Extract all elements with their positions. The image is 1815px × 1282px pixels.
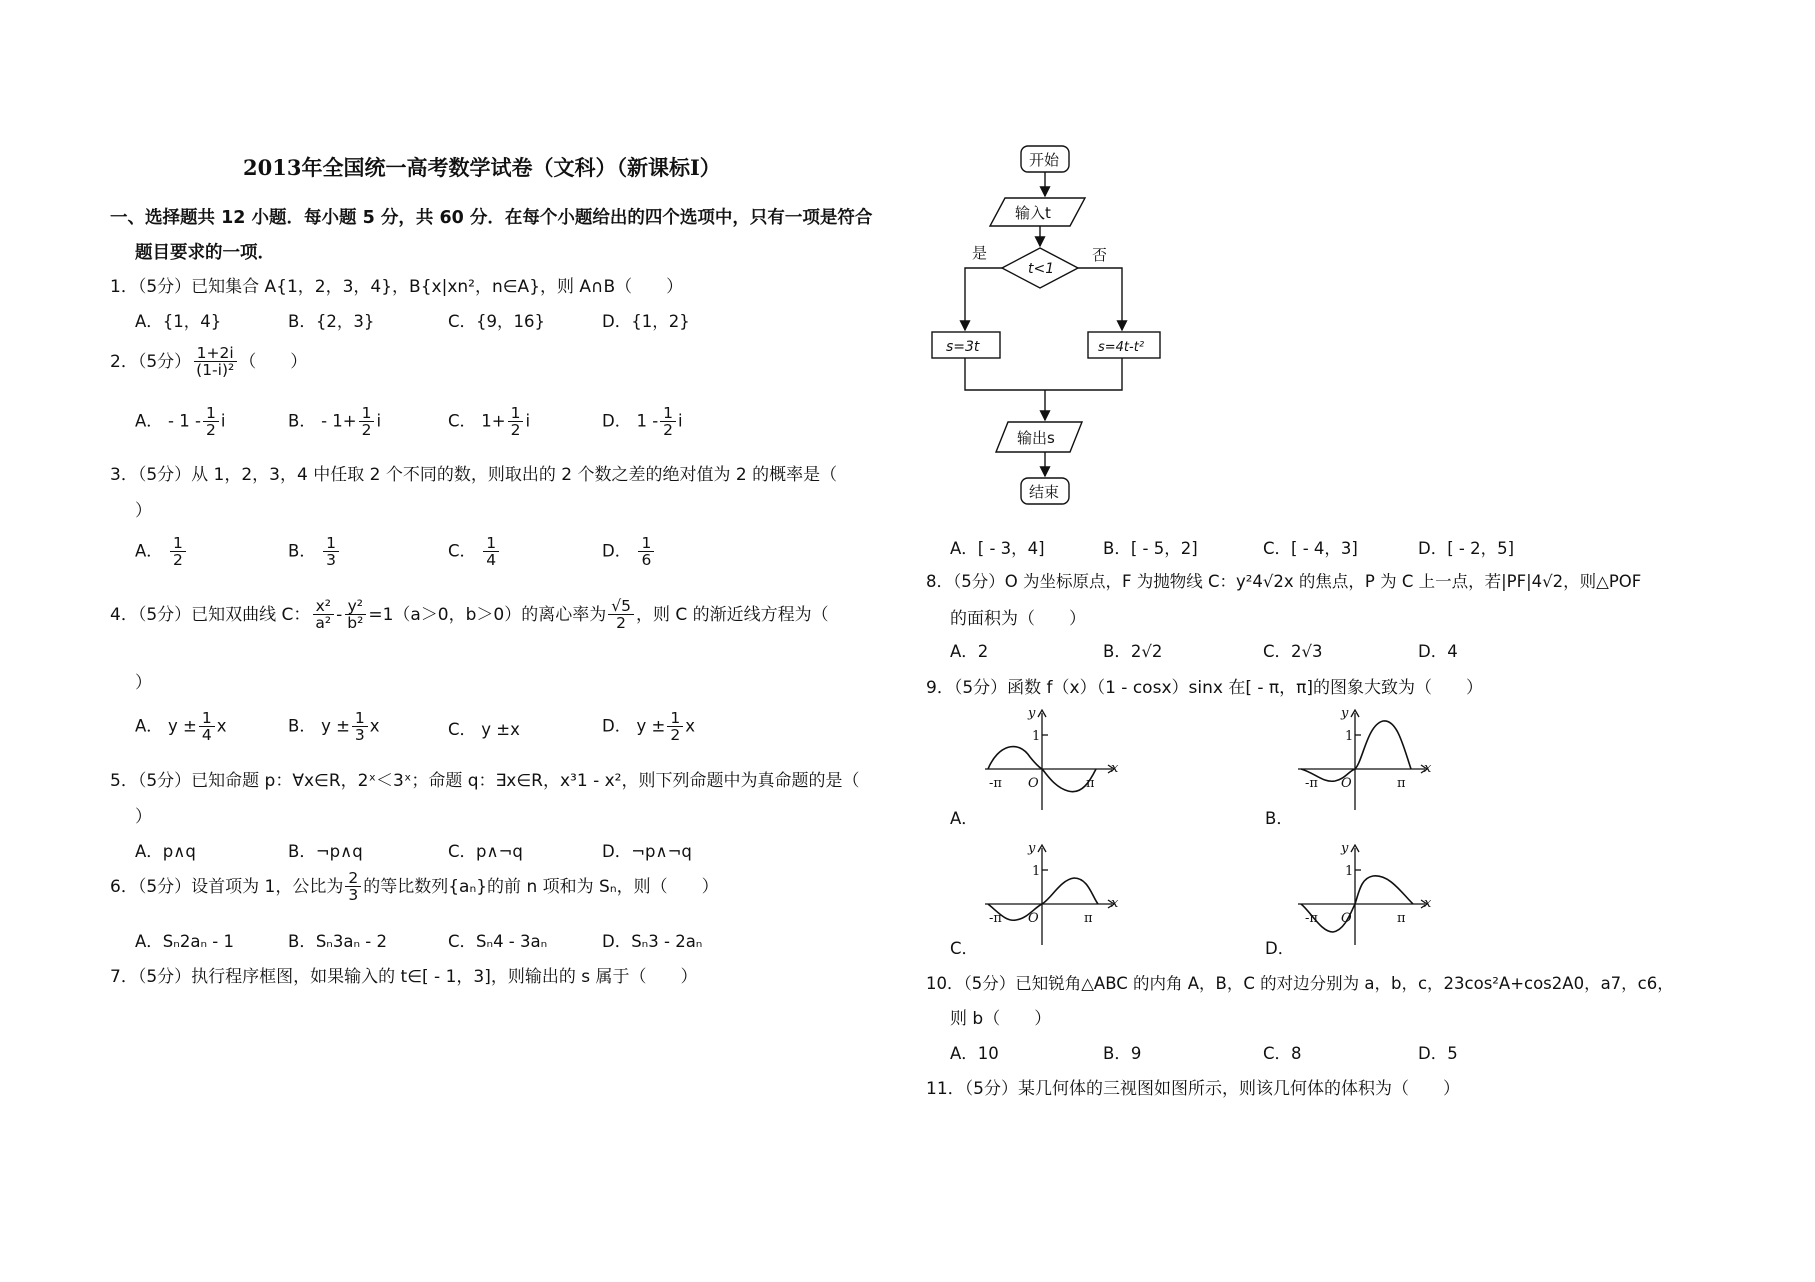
q9-b-one-label: 1 [1345, 729, 1354, 744]
q3-option-d-num: 1 [638, 535, 654, 552]
q2-option-c-post: i [525, 411, 531, 431]
question-5-stem-line1: 5．（5分）已知命题 p：∀x∈R，2ˣ＜3ˣ；命题 q：∃x∈R，x³1 - x²，则下列命题中为真命题的是（ [110, 771, 860, 791]
q4-ecc-num: √5 [608, 598, 634, 615]
q4-option-a-den: 4 [201, 726, 212, 745]
q4-option-a-label: A． [135, 716, 163, 736]
q9-option-a[interactable]: A． [950, 809, 978, 828]
q2-option-b-num: 1 [359, 405, 375, 422]
q6-prefix: 6．（5分）设首项为 1，公比为 [110, 876, 344, 897]
q6-option-a[interactable]: A．Sₙ2aₙ - 1 [135, 932, 234, 951]
q1-option-c[interactable]: C．{9，16} [448, 312, 546, 331]
q3-option-d-den: 6 [641, 551, 652, 570]
q4-prefix: 4．（5分）已知双曲线 C： [110, 604, 311, 625]
q4-option-b-label: B． [288, 716, 316, 736]
q2-option-d[interactable] [602, 405, 683, 439]
question-10-stem-line1: 10．（5分）已知锐角△ABC 的内角 A，B，C 的对边分别为 a，b，c，23cos²A+cos2A0，a7，c6， [926, 974, 1674, 993]
q4-minus: - [336, 604, 343, 625]
q4-option-b-post: x [369, 716, 380, 736]
q9-b-x-label: x [1424, 761, 1432, 776]
q2-option-a-post: i [220, 411, 226, 431]
q6-ratio-den: 3 [348, 886, 359, 905]
q7-option-a[interactable]: A．[ - 3，4] [950, 539, 1045, 558]
flow-right-label: s=4t-t² [1098, 340, 1145, 355]
q9-a-x-label: x [1111, 761, 1119, 776]
section-header-line2: 题目要求的一项． [135, 243, 275, 263]
q4-option-d[interactable] [602, 710, 695, 744]
flow-no-label: 否 [1092, 246, 1108, 264]
q9-d-pi-label: π [1397, 911, 1406, 926]
question-8-stem-line2: 的面积为（ ） [950, 609, 1086, 629]
q2-option-b-post: i [376, 411, 382, 431]
question-3-stem-line1: 3．（5分）从 1，2，3，4 中任取 2 个不同的数，则取出的 2 个数之差的绝对值为 2 的概率是（ [110, 465, 838, 485]
q10-option-a[interactable]: A．10 [950, 1044, 999, 1063]
q2-numerator: 1+2i [194, 345, 237, 362]
q6-suffix: 的等比数列{aₙ}的前 n 项和为 Sₙ，则（ ） [363, 876, 719, 897]
q9-c-origin-label: O [1028, 911, 1039, 926]
q4-option-d-num: 1 [667, 710, 683, 727]
q4-option-d-den: 2 [670, 726, 681, 745]
q3-option-b[interactable] [288, 535, 341, 569]
q8-option-a[interactable]: A．2 [950, 642, 989, 661]
q2-option-b-pre: - 1+ [321, 411, 357, 431]
question-9-stem: 9．（5分）函数 f（x）（1 - cosx）sinx 在[ - π，π]的图象大致为（ ） [926, 678, 1483, 698]
q3-option-b-num: 1 [323, 535, 339, 552]
q3-option-d-label: D． [602, 541, 632, 561]
flow-left-label: s=3t [946, 339, 980, 355]
q3-option-a-num: 1 [170, 535, 186, 552]
q4-option-b-num: 1 [352, 710, 368, 727]
q9-d-negpi-label: -π [1305, 911, 1318, 926]
flow-input-label: 输入t [1015, 204, 1051, 222]
q10-option-b[interactable]: B．9 [1103, 1044, 1142, 1063]
q3-option-c-den: 4 [486, 551, 497, 570]
flow-output-label: 输出s [1017, 429, 1055, 447]
q9-graph-b [1293, 705, 1433, 817]
q9-b-y-label: y [1341, 706, 1349, 721]
flow-start-label: 开始 [1029, 151, 1060, 169]
q9-b-pi-label: π [1397, 776, 1406, 791]
q2-option-b[interactable] [288, 405, 381, 439]
question-10-stem-line2: 则 b（ ） [950, 1009, 1052, 1029]
q8-option-d[interactable]: D．4 [1418, 642, 1458, 661]
q4-option-b-den: 3 [354, 726, 365, 745]
q3-option-c[interactable] [448, 535, 501, 569]
q1-option-b[interactable]: B．{2，3} [288, 312, 375, 331]
q3-option-a[interactable] [135, 535, 188, 569]
q2-option-c-den: 2 [510, 421, 521, 440]
q9-d-x-label: x [1424, 896, 1432, 911]
q3-option-b-label: B． [288, 541, 316, 561]
q9-d-y-label: y [1341, 841, 1349, 856]
question-11-stem: 11．（5分）某几何体的三视图如图所示，则该几何体的体积为（ ） [926, 1079, 1460, 1099]
flow-end-label: 结束 [1029, 483, 1060, 501]
q4-y-squared: y² [345, 598, 366, 615]
q4-option-c[interactable] [448, 716, 520, 740]
q2-option-d-pre: 1 - [636, 411, 659, 431]
q9-a-negpi-label: -π [989, 776, 1002, 791]
q2-prefix: 2．（5分） [110, 351, 192, 372]
q3-option-c-label: C． [448, 541, 477, 561]
q10-option-d[interactable]: D．5 [1418, 1044, 1458, 1063]
q3-option-d[interactable] [602, 535, 656, 569]
q8-option-b[interactable]: B．2√2 [1103, 642, 1163, 661]
q4-b-squared: b² [347, 614, 364, 633]
q4-option-a-post: x [216, 716, 227, 736]
q4-option-b-pre: y ± [321, 716, 350, 736]
q8-option-c[interactable]: C．2√3 [1263, 642, 1323, 661]
q9-c-pi-label: π [1084, 911, 1093, 926]
q9-a-y-label: y [1028, 706, 1036, 721]
q4-a-squared: a² [315, 614, 332, 633]
question-5-stem-line2: ） [135, 807, 152, 827]
q2-option-a[interactable] [135, 405, 225, 439]
question-6-stem [110, 870, 719, 904]
q2-option-d-post: i [678, 411, 683, 431]
q2-option-c-pre: 1+ [481, 411, 506, 431]
q2-option-c[interactable] [448, 405, 530, 439]
q1-option-d[interactable]: D．{1，2} [602, 312, 690, 331]
q9-option-b[interactable]: B． [1265, 809, 1293, 828]
q4-option-d-post: x [685, 716, 695, 736]
q4-option-c-label: C． [448, 720, 477, 739]
q9-graph-d [1293, 840, 1433, 952]
q5-option-a[interactable]: A．p∧q [135, 842, 196, 861]
q9-a-origin-label: O [1028, 776, 1039, 791]
q4-option-d-pre: y ± [636, 716, 666, 736]
question-3-stem-line2: ） [135, 501, 152, 521]
q4-ecc-den: 2 [616, 614, 627, 633]
q2-option-b-den: 2 [361, 421, 372, 440]
q2-denominator: (1-i)² [196, 361, 235, 380]
q7-option-d[interactable]: D．[ - 2，5] [1418, 539, 1515, 558]
question-1-stem: 1．（5分）已知集合 A{1，2，3，4}，B{x|xn²，n∈A}，则 A∩B（ ） [110, 277, 684, 297]
q4-x-squared: x² [313, 598, 334, 615]
q2-option-a-den: 2 [205, 421, 216, 440]
q9-a-one-label: 1 [1032, 729, 1041, 744]
question-2-stem [110, 345, 307, 379]
q2-option-a-num: 1 [203, 405, 219, 422]
q6-option-c[interactable]: C．Sₙ4 - 3aₙ [448, 932, 548, 951]
flow-yes-label: 是 [972, 244, 988, 262]
q4-option-b[interactable] [288, 710, 380, 744]
q6-option-d[interactable]: D．Sₙ3 - 2aₙ [602, 932, 703, 951]
q9-graph-a [980, 705, 1120, 817]
q9-c-negpi-label: -π [989, 911, 1002, 926]
q9-option-c[interactable]: C． [950, 939, 979, 958]
q9-d-one-label: 1 [1345, 864, 1354, 879]
question-7-stem: 7．（5分）执行程序框图，如果输入的 t∈[ - 1，3]，则输出的 s 属于（ ） [110, 967, 698, 987]
q2-option-c-num: 1 [508, 405, 524, 422]
q9-d-origin-label: O [1341, 911, 1352, 926]
q2-option-b-label: B． [288, 411, 316, 431]
q9-c-y-label: y [1028, 841, 1036, 856]
q2-option-d-num: 1 [660, 405, 676, 422]
q6-option-b[interactable]: B．Sₙ3aₙ - 2 [288, 932, 387, 951]
program-flowchart [920, 140, 1160, 520]
question-4-stem-line2: ） [135, 673, 152, 693]
q4-option-a-pre: y ± [168, 716, 197, 736]
q9-c-x-label: x [1111, 896, 1119, 911]
q9-option-d[interactable]: D． [1265, 939, 1295, 958]
q4-eq2: ，则 C 的渐近线方程为（ [635, 604, 829, 625]
q9-b-negpi-label: -π [1305, 776, 1318, 791]
q2-option-d-den: 2 [663, 421, 674, 440]
q10-option-c[interactable]: C．8 [1263, 1044, 1302, 1063]
q6-ratio-num: 2 [345, 870, 361, 887]
q9-c-one-label: 1 [1032, 864, 1041, 879]
q9-b-origin-label: O [1341, 776, 1352, 791]
q4-option-a-num: 1 [199, 710, 215, 727]
q2-suffix: （ ） [239, 351, 308, 372]
q7-option-c[interactable]: C．[ - 4，3] [1263, 539, 1358, 558]
q2-fraction [193, 345, 237, 379]
section-header-line1: 一、选择题共 12 小题．每小题 5 分，共 60 分．在每个小题给出的四个选项中，只有一项是符合 [110, 208, 873, 228]
q4-option-c-pre: y ±x [481, 720, 520, 739]
q7-option-b[interactable]: B．[ - 5，2] [1103, 539, 1198, 558]
q2-option-a-pre: - 1 - [168, 411, 201, 431]
q4-eq1: =1（a＞0，b＞0）的离心率为 [368, 604, 607, 625]
q3-option-a-label: A． [135, 541, 163, 561]
q5-option-d[interactable]: D．¬p∧¬q [602, 842, 692, 861]
q3-option-b-den: 3 [326, 551, 336, 570]
question-4-stem-line1 [110, 598, 829, 632]
q2-option-d-label: D． [602, 411, 632, 431]
page-title: 2013年全国统一高考数学试卷（文科）（新课标I） [243, 155, 721, 180]
q2-option-a-label: A． [135, 411, 163, 431]
q3-option-a-den: 2 [173, 551, 183, 570]
q1-option-a[interactable]: A．{1，4} [135, 312, 222, 331]
q2-option-c-label: C． [448, 411, 477, 431]
q3-option-c-num: 1 [483, 535, 499, 552]
q5-option-c[interactable]: C．p∧¬q [448, 842, 523, 861]
q4-option-d-label: D． [602, 716, 632, 736]
flow-cond-label: t<1 [1028, 261, 1055, 277]
q4-option-a[interactable] [135, 710, 227, 744]
q9-a-pi-label: π [1086, 776, 1095, 791]
q5-option-b[interactable]: B．¬p∧q [288, 842, 363, 861]
q9-graph-c [980, 840, 1120, 952]
question-8-stem-line1: 8．（5分）O 为坐标原点，F 为抛物线 C：y²4√2x 的焦点，P 为 C 上一点，若|PF|4√2，则△POF [926, 572, 1642, 591]
